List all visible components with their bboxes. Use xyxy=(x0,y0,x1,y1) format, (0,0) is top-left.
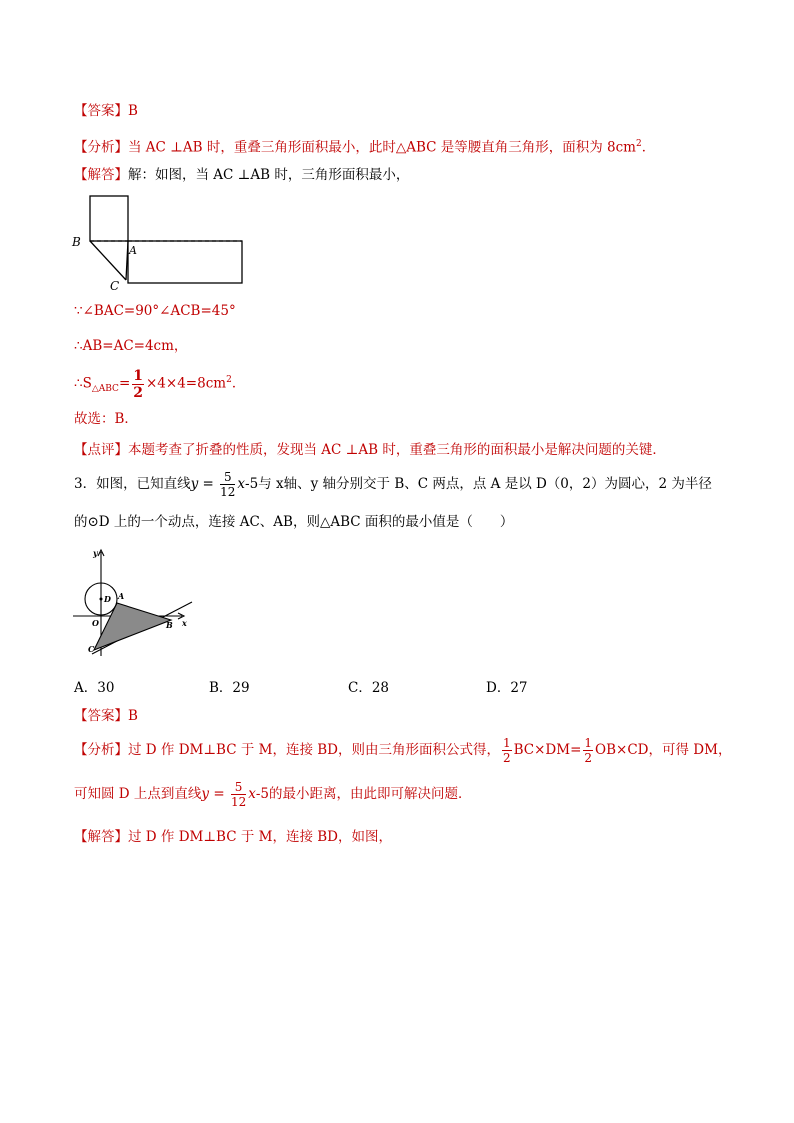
q3-analysis2-frac xyxy=(231,781,246,808)
solution-text: 解：如图，当 AC ⊥AB 时，三角形面积最小， xyxy=(128,167,410,183)
q3-stem-line1 xyxy=(74,464,712,504)
triangle-abc xyxy=(94,603,171,650)
q3-analysis-line2 xyxy=(74,774,472,814)
solution-tag: 【解答】 xyxy=(74,167,128,183)
step2-text: ∴AB=AC=4cm， xyxy=(74,338,188,354)
label-a: A xyxy=(118,591,125,601)
analysis-text: 当 AC ⊥AB 时，重叠三角形面积最小，此时△ABC 是等腰直角三角形，面积为 8cm xyxy=(128,139,636,156)
q3-solution-tag: 【解答】 xyxy=(74,829,128,845)
option-d: D．27 xyxy=(486,680,528,696)
label-b: B xyxy=(166,620,173,630)
upper-strip xyxy=(90,196,128,241)
comment-tag: 【点评】 xyxy=(74,442,128,458)
q3-a2-num: 5 xyxy=(231,781,246,795)
step3-post: ×4×4=8cm xyxy=(146,375,227,392)
stem-pre: 3．如图，已知直线 xyxy=(74,476,191,492)
option-a: A．30 xyxy=(74,680,115,696)
answer-tag: 【答案】 xyxy=(74,103,128,119)
q3-analysis2-y: y xyxy=(201,786,210,802)
stem-x: x xyxy=(237,476,246,492)
label-o: O xyxy=(92,618,99,628)
half1-den: 2 xyxy=(502,751,511,765)
label-b: B xyxy=(72,235,81,249)
q3-analysis2-b: -5 xyxy=(255,786,270,802)
q2-step2 xyxy=(74,337,187,355)
q3-a2-den: 12 xyxy=(230,795,247,809)
q3-analysis-line1 xyxy=(74,730,731,770)
point-d xyxy=(100,598,103,601)
q2-answer-line xyxy=(74,102,138,120)
stem-frac-num: 5 xyxy=(220,471,235,485)
step3-fraction xyxy=(132,369,144,400)
stem-eq: = xyxy=(198,476,219,492)
answer-value: B xyxy=(128,103,138,119)
option-b: B．29 xyxy=(209,680,250,696)
analysis-end: ． xyxy=(641,139,656,156)
lower-strip xyxy=(128,241,242,283)
stem-fraction xyxy=(220,471,235,498)
q2-step1 xyxy=(74,302,236,320)
stem-y: y xyxy=(190,476,199,492)
step1-text: ∵∠BAC=90°∠ACB=45° xyxy=(74,303,236,319)
fold-segment-bc xyxy=(90,241,126,280)
q3-answer-line xyxy=(74,707,138,725)
q3-stem-line2 xyxy=(74,513,513,531)
q3-circle-figure xyxy=(70,544,196,660)
q3-solution-line xyxy=(74,828,392,846)
q3-analysis-tag: 【分析】 xyxy=(74,742,128,758)
q3-analysis-b: BC×DM= xyxy=(513,742,582,758)
q3-analysis2-eq: = xyxy=(209,786,229,802)
label-a: A xyxy=(129,244,137,257)
half1-num: 1 xyxy=(502,736,511,750)
label-c: C xyxy=(110,279,120,293)
option-c: C．28 xyxy=(348,680,390,696)
label-x: x xyxy=(182,618,187,628)
q3-analysis2-x: x xyxy=(248,786,256,802)
stem-frac-den: 12 xyxy=(220,485,236,499)
q2-choose xyxy=(74,410,138,428)
q3-analysis-a: 过 D 作 DM⊥BC 于 M，连接 BD，则由三角形面积公式得， xyxy=(128,742,500,758)
step3-pre: ∴S xyxy=(74,375,92,392)
comment-text: 本题考查了折叠的性质，发现当 AC ⊥AB 时，重叠三角形的面积最小是解决问题的关键． xyxy=(128,442,666,458)
q3-analysis2-pre: 可知圆 D 上点到直线 xyxy=(74,786,202,802)
choose-text: 故选：B． xyxy=(74,411,138,427)
q3-answer-value: B xyxy=(128,708,138,724)
stem-post: 与 x轴、y 轴分别交于 B、C 两点，点 A 是以 D（0，2）为圆心，2 为半径 xyxy=(258,476,712,492)
q2-fold-figure xyxy=(66,192,256,296)
q2-analysis-line xyxy=(74,135,655,157)
step3-sup: 2 xyxy=(226,375,232,385)
label-c: C xyxy=(88,644,95,654)
analysis-sup: 2 xyxy=(635,139,642,149)
q3-answer-tag: 【答案】 xyxy=(74,708,128,724)
half-frac-2 xyxy=(583,737,593,764)
q3-solution-text: 过 D 作 DM⊥BC 于 M，连接 BD，如图， xyxy=(128,829,392,845)
q2-comment-line xyxy=(74,441,666,459)
step3-num: 1 xyxy=(133,367,143,384)
analysis-tag: 【分析】 xyxy=(74,139,128,156)
half-frac-1 xyxy=(502,737,512,764)
q2-solution-line xyxy=(74,166,409,184)
q3-analysis2-post: 的最小距离，由此即可解决问题． xyxy=(269,786,472,802)
label-d: D xyxy=(104,594,111,604)
step3-den: 2 xyxy=(133,384,143,401)
step3-eq: = xyxy=(118,375,131,392)
q2-step3 xyxy=(74,364,245,405)
stem-b: -5 xyxy=(245,476,259,492)
step3-end: ． xyxy=(231,375,246,392)
stem-line2: 的⊙D 上的一个动点，连接 AC、AB，则△ABC 面积的最小值是（ ） xyxy=(74,514,514,530)
half2-den: 2 xyxy=(584,751,593,765)
half2-num: 1 xyxy=(584,736,593,750)
step3-sub: △ABC xyxy=(91,384,119,395)
q3-analysis-c: OB×CD，可得 DM， xyxy=(595,742,732,758)
label-y: y xyxy=(93,548,98,558)
